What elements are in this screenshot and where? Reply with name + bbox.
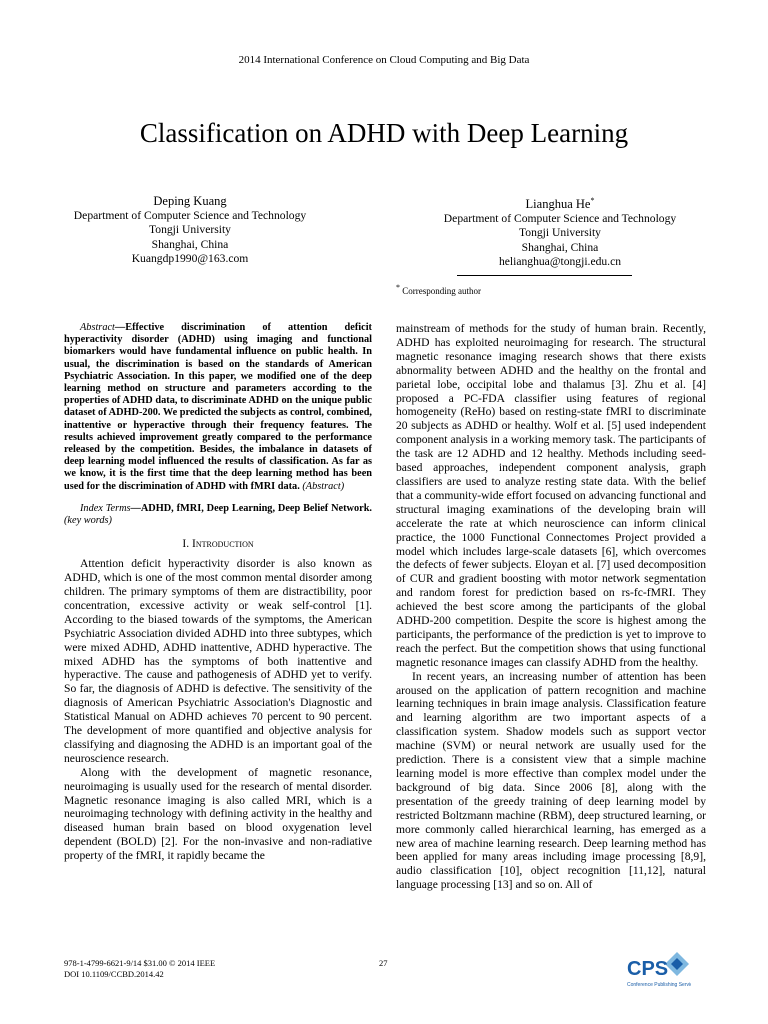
corresponding-note: * Corresponding author [396,283,481,296]
paper-title: Classification on ADHD with Deep Learning [139,118,629,148]
doi-line: DOI 10.1109/CCBD.2014.42 [64,969,164,979]
cps-logo-icon [625,950,691,990]
section-heading: I. Introduction [182,537,254,551]
abstract: Abstract—Effective discrimination of attention deficit hyperactivity disorder (ADHD) using imaging and functional biomarkers would have fundamental influence on public health. In usual, the discrimination is based on the standards of American Psychiatric Association. In this paper, we modified one of the deep learning method on structure and parameters according to the properties of ADHD data, to discriminate ADHD on the unique public dataset of ADHD-200. We predicted the subjects as control, combined, inattentive or hyperactive through their frequency features. The results achieved improvement greatly compared to the performance released by the competition. Besides, the imbalance in datasets of deep learning model influenced the results of classification. As far as we know, it is the first time that the deep learning method has been used for the discrimination of ADHD with fMRI data. (Abstract) [64,322,372,492]
right-column [396,322,706,892]
author-name: Deping Kuang [153,194,227,208]
footer-copyright [64,958,215,980]
author-block-1 [60,194,320,267]
author-email: helianghua@tongji.edu.cn [498,255,622,269]
author-city: Shanghai, China [151,237,229,251]
paragraph: mainstream of methods for the study of human brain. Recently, ADHD has exploited neuroimaging for research. The structural magnetic resonance imaging research shows that there exists abnormality between ADHD and the healthy on the frontal and parietal lobe, occipital lobe and thalamus [3]. Zhu et al. [4] proposed a PC-FDA classifier using features of regional homogeneity (ReHo) based on resting-state fMRI to discriminate 20 subjects as ADHD or healthy. Wolf et al. [5] used independent component analysis in a working memory task. The participants of the task are 12 ADHD and 12 healthy. Methods including seed-based approaches, independent component analysis, graph classifiers are used to analyze resting state data. With the belief that a community-wide effort focused on advancing functional and structural imaging examinations of the developing brain will accelerate the rate at which neuroscience can inform clinical practice, the 1000 Functional Connectomes Project provided a model which includes large-scale datasets [6], which overcomes the defects of fewer subjects. Eloyan et al. [7] used decomposition of CUR and gradient boosting with motor network segmentation and random forest for prediction based on rs-fc-fMRI. They achieved the best score among the participants of the global ADHD-200 competition. Despite the score is highest among the participants, the performance of the prediction is yet to improve to reach the perfect. But the competition shows that using functional magnetic resonance images can classify ADHD from the healthy. [396,322,706,669]
paragraph: Attention deficit hyperactivity disorder is also known as ADHD, which is one of the most common mental disorder among children. The primary symptoms of them are distractibility, poor concentration, excessive activity or weak self-control [1]. According to the biased towards of the symptoms, the American Psychiatric Association divided ADHD into three subtypes, which were mixed ADHD, ADHD inattentive, ADHD hyperactive. The mixed ADHD has the symptoms of both inattentive and hyperactive. The cause and pathogenesis of ADHD yet to verify. So far, the diagnosis of ADHD is defective. The sensitivity of the diagnosis of American Psychiatric Association's Diagnostic and Statistical Manual on ADHD achieves 70 percent to 90 percent. The development of more quantified and objective analysis for classifying and diagnosing the ADHD is an important goal of the neuroscience research. [64,557,372,765]
conference-header: 2014 International Conference on Cloud Computing and Big Data [238,54,530,66]
page-number: 27 [379,958,388,968]
author-dept: Department of Computer Science and Technology [443,211,677,225]
logo-subtext: Conference Publishing Services [627,982,691,988]
paragraph: In recent years, an increasing number of attention has been aroused on the application of pattern recognition and machine learning techniques in brain image analysis. Classification feature and learning algorithm are two important aspects of a classification system. Shadow models such as support vector machine (SVM) or neural network are usually used for the prediction. There is a consistent view that a simple machine learning model is more effective than complex model under the background of big data. Since 2006 [8], along with the presentation of the greedy training of deep learning model by restricted Boltzmann machine (RBM), deep structured learning, or more commonly called hierarchical learning, has emerged as a new area of machine learning research. Deep learning method has been applied for many areas including image processing [8,9], audio classification [10], object recognition [11,12], natural language processing [13] and so on. All of [396,669,706,892]
paragraph: Along with the development of magnetic resonance, neuroimaging is usually used for the research of mental disorder. Magnetic resonance imaging is also called MRI, which is a neuroimaging technology with defining activity in the healthy and diseased human brain based on blood oxygenation level dependent (BOLD) [2]. For the non-invasive and non-radiative property of the fMRI, it rapidly became the [64,765,372,863]
author-univ: Tongji University [519,226,601,240]
corresponding-rule [457,275,632,276]
author-univ: Tongji University [149,223,231,236]
cps-logo [625,950,691,990]
logo-text: CPS [627,958,669,980]
author-email: Kuangdp1990@163.com [131,252,249,265]
author-name: Lianghua He* [525,196,595,212]
isbn-line: 978-1-4799-6621-9/14 $31.00 © 2014 IEEE [64,958,216,968]
author-dept: Department of Computer Science and Technology [73,208,307,222]
author-block-2 [410,194,710,270]
index-terms: Index Terms—ADHD, fMRI, Deep Learning, Deep Belief Network. (key words) [64,502,372,527]
author-city: Shanghai, China [521,240,599,254]
left-column [64,322,372,863]
corresponding-mark: * [590,196,595,205]
